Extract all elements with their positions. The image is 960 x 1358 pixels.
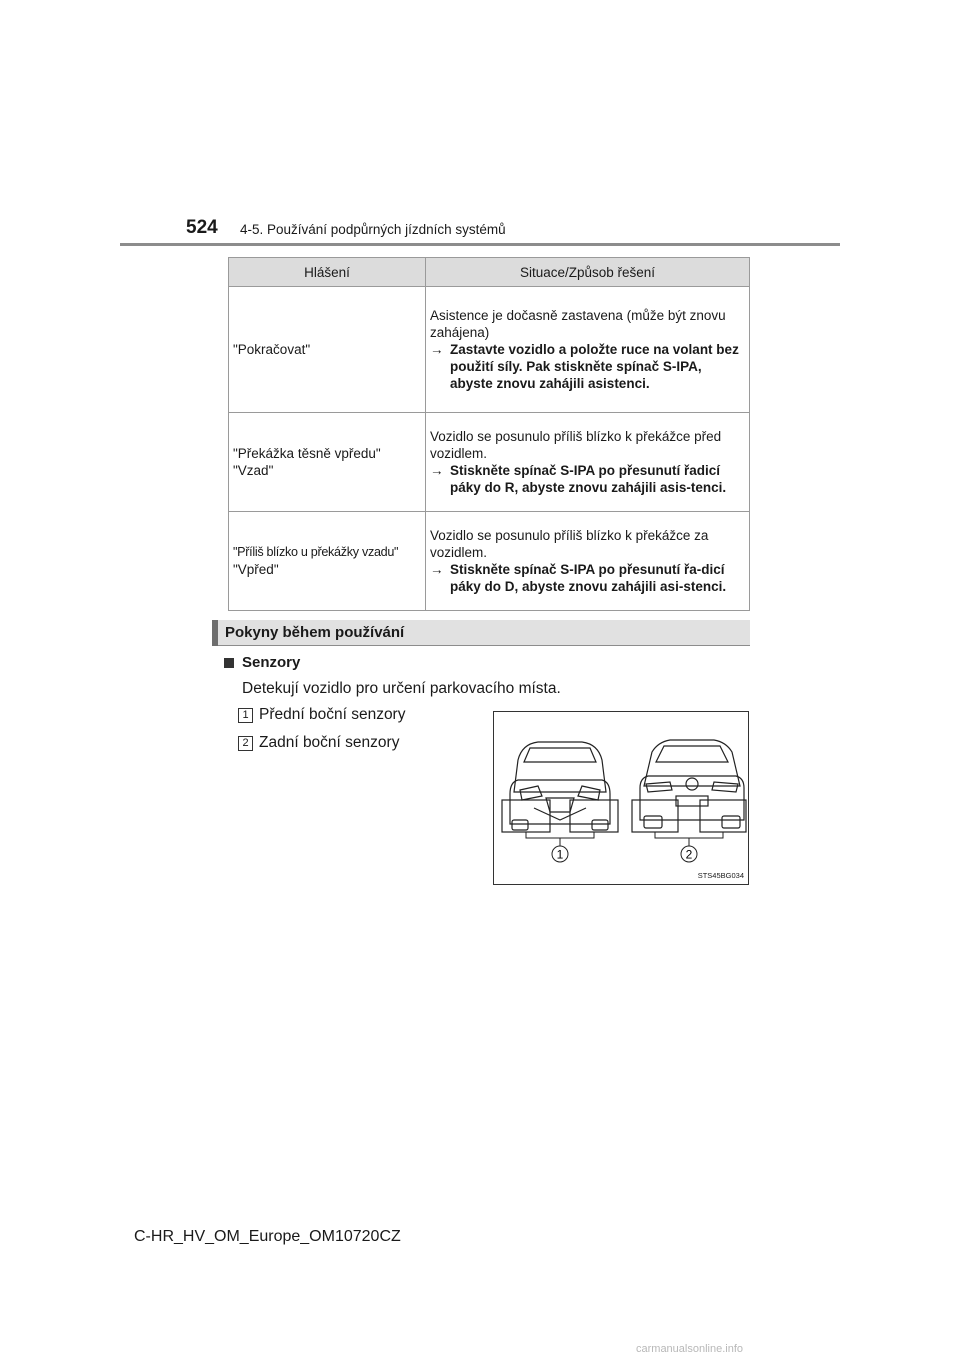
rear-car-icon bbox=[640, 740, 744, 828]
sensors-heading-text: Senzory bbox=[242, 654, 301, 671]
sensor-illustration bbox=[493, 711, 749, 885]
table-header-message: Hlášení bbox=[229, 258, 426, 287]
message-table bbox=[228, 257, 750, 611]
message-text: "Překážka těsně vpředu" bbox=[233, 446, 381, 461]
table-header-row bbox=[229, 258, 750, 287]
sensor-item-label: Zadní boční senzory bbox=[259, 734, 400, 751]
page-number: 524 bbox=[186, 217, 218, 238]
arrow-icon: → bbox=[430, 342, 444, 357]
front-right-sensor-zone bbox=[570, 800, 618, 832]
action-line bbox=[430, 341, 745, 392]
watermark: carmanualsonline.info bbox=[636, 1343, 744, 1355]
sensors-description: Detekují vozidlo pro určení parkovacího místa. bbox=[242, 680, 561, 697]
sensors-heading bbox=[224, 654, 300, 671]
car-sensors-illustration bbox=[494, 712, 748, 884]
message-text-secondary: "Vzad" bbox=[233, 463, 274, 478]
action-text: Stiskněte spínač S-IPA po přesunutí řadicí páky do R, abyste znovu zahájili asis-tenci. bbox=[450, 463, 727, 495]
caution-heading-bar bbox=[212, 620, 750, 646]
action-line bbox=[430, 462, 745, 496]
action-line bbox=[430, 561, 745, 595]
message-cell bbox=[229, 413, 426, 512]
caution-title: Pokyny během používání bbox=[225, 624, 405, 641]
sensor-item-front bbox=[238, 706, 405, 724]
figure-code: STS45BG034 bbox=[697, 871, 744, 880]
callout-number-icon: 2 bbox=[238, 736, 253, 751]
message-text: "Pokračovat" bbox=[233, 342, 311, 357]
message-text-secondary: "Vpřed" bbox=[233, 562, 279, 577]
callout-2-label: 2 bbox=[685, 847, 693, 862]
table-row bbox=[229, 413, 750, 512]
sensor-item-rear bbox=[238, 734, 399, 752]
section-title: 4-5. Používání podpůrných jízdních systémů bbox=[240, 222, 506, 237]
situation-cell bbox=[426, 512, 750, 611]
action-text: Zastavte vozidlo a položte ruce na volant bez použití síly. Pak stiskněte spínač S-IPA, abyste znovu zahájili asistenci. bbox=[450, 342, 739, 391]
action-text: Stiskněte spínač S-IPA po přesunutí řa-dicí páky do D, abyste znovu zahájili asi-stenci. bbox=[450, 562, 727, 594]
header-rule bbox=[120, 243, 840, 246]
situation-text: Vozidlo se posunulo příliš blízko k překážce za vozidlem. bbox=[430, 528, 709, 560]
situation-cell bbox=[426, 287, 750, 413]
situation-text: Asistence je dočasně zastavena (může být znovu zahájena) bbox=[430, 308, 726, 340]
caution-marker bbox=[212, 620, 218, 646]
table-header-situation: Situace/Způsob řešení bbox=[426, 258, 750, 287]
situation-cell bbox=[426, 413, 750, 512]
front-car-icon bbox=[510, 742, 610, 830]
front-left-sensor-zone bbox=[502, 800, 550, 832]
sensor-item-label: Přední boční senzory bbox=[259, 706, 406, 723]
table-row bbox=[229, 287, 750, 413]
table-row bbox=[229, 512, 750, 611]
callout-number-icon: 1 bbox=[238, 708, 253, 723]
callout-1-label: 1 bbox=[556, 847, 564, 862]
arrow-icon: → bbox=[430, 463, 444, 478]
square-bullet-icon bbox=[224, 658, 234, 668]
situation-text: Vozidlo se posunulo příliš blízko k překážce před vozidlem. bbox=[430, 429, 722, 461]
arrow-icon: → bbox=[430, 562, 444, 577]
message-cell bbox=[229, 512, 426, 611]
message-cell bbox=[229, 287, 426, 413]
message-text: "Příliš blízko u překážky vzadu" bbox=[233, 545, 399, 559]
document-id: C-HR_HV_OM_Europe_OM10720CZ bbox=[134, 1228, 401, 1245]
